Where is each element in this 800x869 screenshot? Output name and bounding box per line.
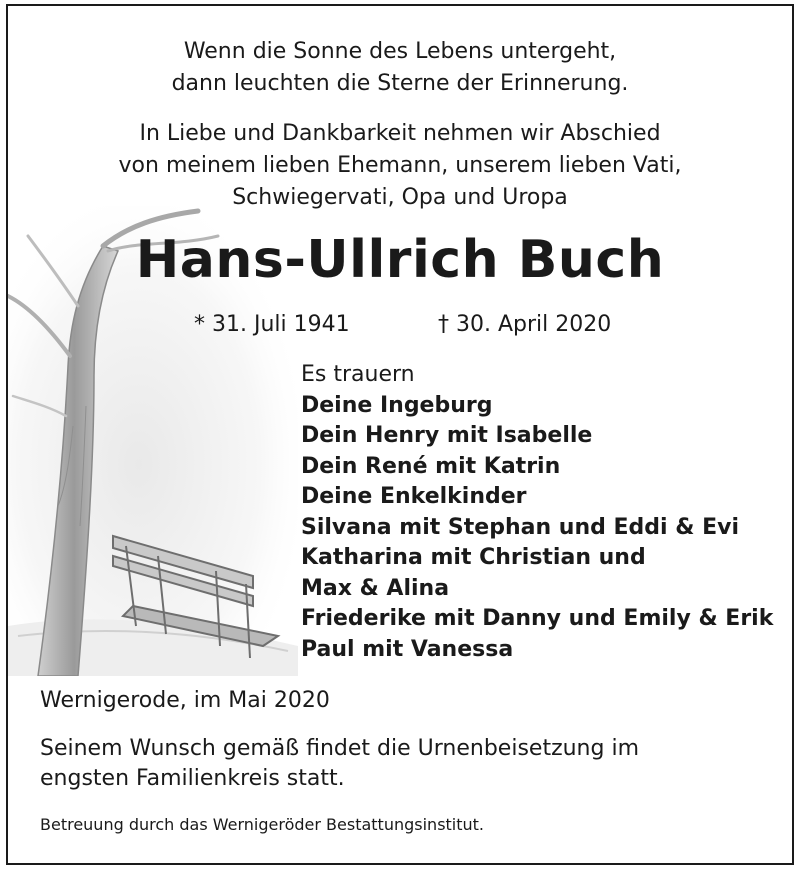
mourner-line: Dein Henry mit Isabelle <box>301 423 593 448</box>
mourner-line: Silvana mit Stephan und Eddi & Evi <box>301 514 739 540</box>
burial-notice <box>40 734 639 794</box>
notice-line-2: engsten Familienkreis statt. <box>40 766 345 791</box>
death-date: † 30. April 2020 <box>438 312 612 337</box>
mourner-line: Friederike mit Danny und Emily & Erik <box>301 606 774 631</box>
mourners-lead: Es trauern <box>301 362 415 387</box>
intro-line-2: von meinem lieben Ehemann, unserem lieben Vati, <box>118 153 682 178</box>
intro-text <box>8 118 792 214</box>
mourner-line: Katharina mit Christian und <box>301 545 646 570</box>
funeral-home-credit: Betreuung durch das Wernigeröder Bestattungsinstitut. <box>40 815 485 834</box>
mourner-line: Deine Ingeburg <box>301 392 493 418</box>
mourner-line: Max & Alina <box>301 575 450 601</box>
place-and-date: Wernigerode, im Mai 2020 <box>40 688 330 713</box>
mourner-line: Paul mit Vanessa <box>301 636 514 662</box>
mourner-line: Dein René mit Katrin <box>301 453 561 479</box>
motto-quote <box>8 36 792 100</box>
intro-line-3: Schwiegervati, Opa und Uropa <box>232 185 568 210</box>
deceased-name: Hans-Ullrich Buch <box>135 230 665 290</box>
birth-date: * 31. Juli 1941 <box>194 312 350 337</box>
motto-line-2: dann leuchten die Sterne der Erinnerung. <box>171 71 629 96</box>
motto-line-1: Wenn die Sonne des Lebens untergeht, <box>183 39 617 64</box>
mourner-line: Deine Enkelkinder <box>301 484 527 509</box>
intro-line-1: In Liebe und Dankbarkeit nehmen wir Abschied <box>139 121 661 146</box>
mourners-list <box>301 360 773 665</box>
notice-line-1: Seinem Wunsch gemäß findet die Urnenbeisetzung im <box>40 736 640 761</box>
obituary-card <box>6 4 794 865</box>
